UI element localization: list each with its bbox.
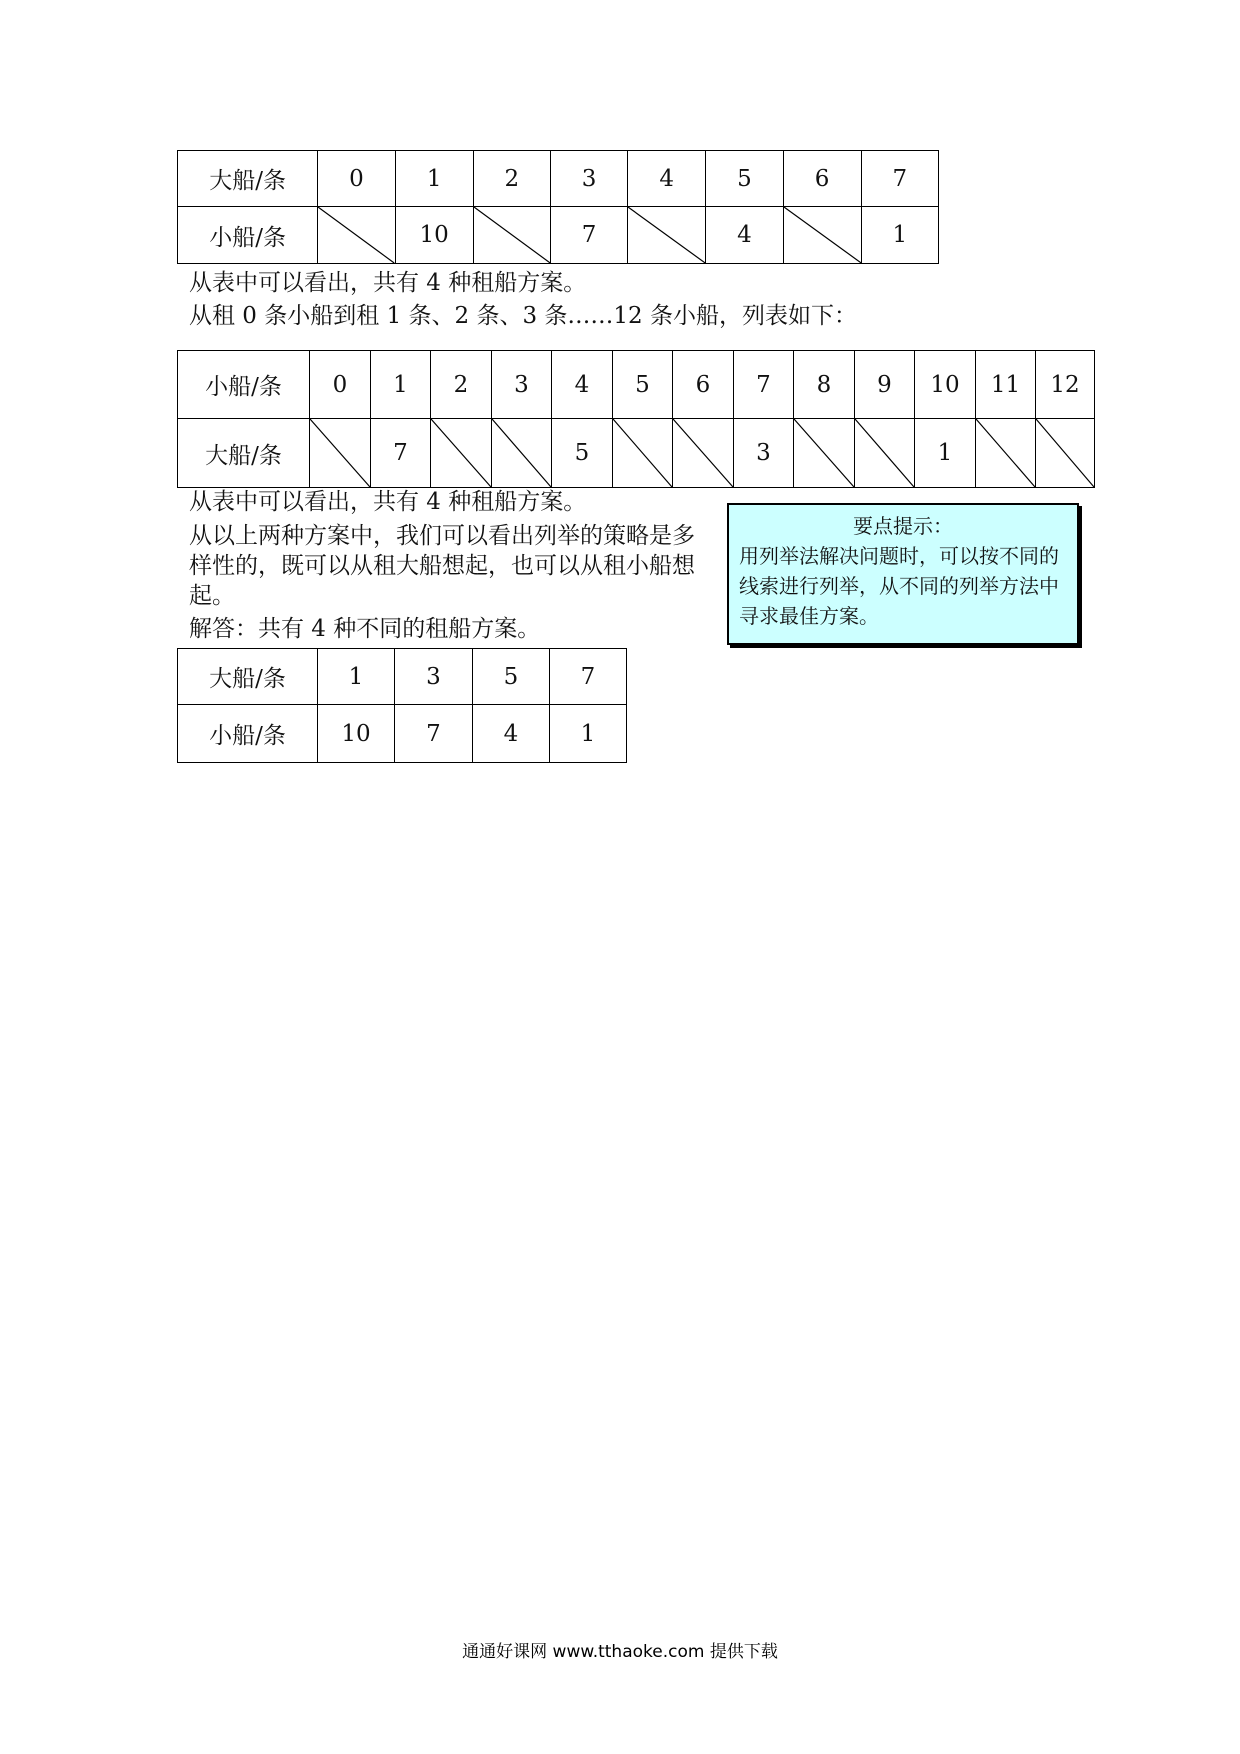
diagonal-slash-icon <box>976 419 1035 487</box>
diagonal-slash-icon <box>613 419 672 487</box>
table-cell: 1 <box>318 649 395 705</box>
table-cell: 1 <box>550 705 627 763</box>
tip-box <box>727 503 1079 645</box>
row-header: 大船/条 <box>178 419 310 488</box>
table-cell: 10 <box>915 351 976 419</box>
row-header: 小船/条 <box>178 705 318 763</box>
diagonal-slash-icon <box>310 419 370 487</box>
table-cell: 7 <box>550 649 627 705</box>
empty-slash-cell <box>976 419 1036 488</box>
boat-table-large-first <box>177 150 939 264</box>
strategy-paragraph: 从以上两种方案中，我们可以看出列举的策略是多样性的，既可以从租大船想起，也可以从租小船想起。 <box>189 523 695 609</box>
table-cell: 9 <box>855 351 915 419</box>
table-cell: 1 <box>915 419 976 488</box>
diagonal-slash-icon <box>318 207 394 263</box>
table-cell: 7 <box>861 151 938 207</box>
table-cell: 3 <box>395 649 473 705</box>
conclusion-text: 从表中可以看出，共有 4 种租船方案。 <box>189 270 587 296</box>
tip-title: 要点提示： <box>853 514 953 538</box>
table-cell: 4 <box>552 351 613 419</box>
table-cell: 11 <box>976 351 1036 419</box>
table-cell: 3 <box>734 419 794 488</box>
table-row <box>178 419 1095 488</box>
row-header: 小船/条 <box>178 207 318 264</box>
empty-slash-cell <box>431 419 492 488</box>
row-header: 小船/条 <box>178 351 310 419</box>
table-cell: 8 <box>794 351 855 419</box>
empty-slash-cell <box>794 419 855 488</box>
table-cell: 4 <box>628 151 706 207</box>
empty-slash-cell <box>783 207 861 264</box>
table-row <box>178 705 627 763</box>
empty-slash-cell <box>318 207 395 264</box>
table-cell: 3 <box>492 351 552 419</box>
diagonal-slash-icon <box>1036 419 1094 487</box>
row-header: 大船/条 <box>178 649 318 705</box>
diagonal-slash-icon <box>673 419 733 487</box>
table-row <box>178 351 1095 419</box>
table-cell: 2 <box>431 351 492 419</box>
intro-text: 从租 0 条小船到租 1 条、2 条、3 条……12 条小船，列表如下： <box>189 303 857 329</box>
diagonal-slash-icon <box>784 207 861 263</box>
answer-text: 解答：共有 4 种不同的租船方案。 <box>189 616 541 642</box>
table-cell: 3 <box>550 151 627 207</box>
table-cell: 7 <box>550 207 627 264</box>
diagonal-slash-icon <box>855 419 914 487</box>
table-cell: 10 <box>318 705 395 763</box>
table-cell: 2 <box>473 151 550 207</box>
empty-slash-cell <box>628 207 706 264</box>
diagonal-slash-icon <box>474 207 550 263</box>
conclusion-text: 从表中可以看出，共有 4 种租船方案。 <box>189 489 587 515</box>
table-cell: 0 <box>310 351 371 419</box>
empty-slash-cell <box>310 419 371 488</box>
table-cell: 5 <box>552 419 613 488</box>
empty-slash-cell <box>855 419 915 488</box>
table-cell: 1 <box>861 207 938 264</box>
table-cell: 7 <box>734 351 794 419</box>
table-cell: 0 <box>318 151 395 207</box>
empty-slash-cell <box>473 207 550 264</box>
table-row <box>178 649 627 705</box>
diagonal-slash-icon <box>492 419 551 487</box>
diagonal-slash-icon <box>628 207 705 263</box>
table-cell: 4 <box>473 705 550 763</box>
table-cell: 7 <box>371 419 431 488</box>
boat-table-small-first <box>177 350 1095 488</box>
table-cell: 5 <box>706 151 783 207</box>
empty-slash-cell <box>1036 419 1095 488</box>
table-row <box>178 207 939 264</box>
table-cell: 1 <box>395 151 473 207</box>
table-cell: 4 <box>706 207 783 264</box>
table-cell: 6 <box>783 151 861 207</box>
diagonal-slash-icon <box>794 419 854 487</box>
answer-table <box>177 648 627 763</box>
table-cell: 5 <box>613 351 673 419</box>
empty-slash-cell <box>492 419 552 488</box>
tip-body: 用列举法解决问题时，可以按不同的线索进行列举，从不同的列举方法中寻求最佳方案。 <box>739 544 1059 628</box>
table-row <box>178 151 939 207</box>
table-cell: 1 <box>371 351 431 419</box>
empty-slash-cell <box>613 419 673 488</box>
row-header: 大船/条 <box>178 151 318 207</box>
footer-text: 通通好课网 www.tthaoke.com 提供下载 <box>462 1642 778 1662</box>
table-cell: 5 <box>473 649 550 705</box>
diagonal-slash-icon <box>431 419 491 487</box>
table-cell: 12 <box>1036 351 1095 419</box>
table-cell: 6 <box>673 351 734 419</box>
empty-slash-cell <box>673 419 734 488</box>
table-cell: 10 <box>395 207 473 264</box>
table-cell: 7 <box>395 705 473 763</box>
